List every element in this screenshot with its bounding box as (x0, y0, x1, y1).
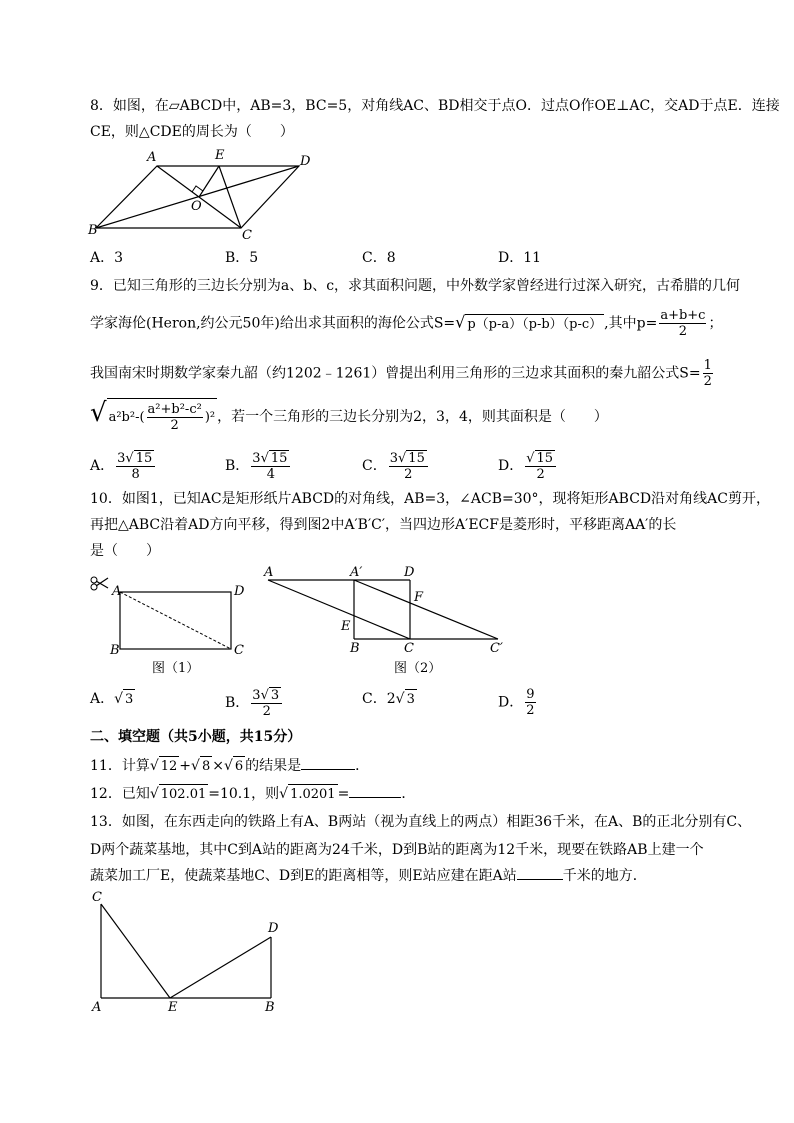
q10-fig1-label-d: D (234, 584, 245, 599)
q13-label-c: C (92, 890, 102, 905)
q10-line3: 是（ ） (90, 543, 160, 559)
q10-fig2-label-c-prime: C′ (490, 641, 503, 656)
q9-line2-text-b: ,其中p= (604, 315, 658, 332)
sqrt-icon: √ (279, 786, 289, 802)
q12-radicand-1: 102.01 (159, 784, 209, 805)
q11-prefix: 11．计算 (90, 758, 150, 774)
q10-line1: 10．如图1，已知AC是矩形纸片ABCD的对角线，AB=3，∠ACB=30°，现将矩形ABCD沿对角线AC剪开， (90, 491, 770, 507)
q13-line1: 13．如图，在东西走向的铁路上有A、B两站（视为直线上的两点）相距36千米，在A、B的正北分别有C、 (90, 814, 752, 830)
q9-line4-text: ，若一个三角形的三边长分别为2，3，4，则其面积是（ ） (217, 409, 608, 425)
q9-option-d-denominator: 2 (536, 467, 545, 482)
q8-line2: CE，则△CDE的周长为（ ） (90, 124, 294, 140)
sqrt-icon: √ (455, 312, 466, 332)
q9-option-a-denominator: 8 (131, 467, 140, 482)
sqrt-icon: √ (260, 451, 269, 466)
q13-line2: D两个蔬菜基地，其中C到A站的距离为24千米，D到B站的距离为12千米，现要在铁路AB上建一个 (90, 842, 704, 858)
q10-fig1-label-b: B (110, 643, 120, 658)
q10-option-a-radicand: 3 (123, 689, 135, 710)
sqrt-icon: √ (149, 786, 159, 802)
q9-half-denominator: 2 (703, 374, 712, 389)
q9-option-b-denominator: 4 (266, 467, 275, 482)
q8-option-d: D．11 (498, 250, 542, 266)
q11-plus: + (179, 758, 192, 774)
sqrt-icon: √ (260, 688, 269, 703)
q9-option-c-letter: C． (362, 458, 387, 474)
q8-label-b: B (88, 223, 98, 238)
q10-option-b-letter: B． (225, 695, 250, 711)
q13-line3-text-a: 蔬菜加工厂E，使蔬菜基地C、D到E的距离相等，则E站应建在距A站 (90, 868, 517, 884)
q10-fig2-label-c: C (404, 641, 414, 656)
sqrt-icon: √ (90, 398, 107, 428)
q10-fig1-label-c: C (234, 643, 244, 658)
q8-line1: 8．如图，在▱ABCD中，AB=3，BC=5，对角线AC、BD相交于点O．过点O作OE⊥AC，交AD于点E．连接 (90, 98, 780, 114)
q10-option-d-numerator: 9 (526, 687, 535, 702)
q9-option-d-letter: D． (498, 458, 524, 474)
q11-end: ． (355, 758, 370, 774)
q8-option-a: A．3 (90, 250, 124, 266)
q9-line2-text-c: ； (708, 315, 723, 332)
q9-p-numerator: a+b+c (660, 308, 706, 323)
q9-p-denominator: 2 (678, 324, 688, 339)
q9-qin-post: )² (204, 410, 216, 425)
q11-times: × (212, 758, 224, 774)
q9-line3-text: 我国南宋时期数学家秦九韶（约1202﹣1261）曾提出利用三角形的三边求其面积的秦九韶公式S= (90, 365, 701, 382)
q12-prefix: 12．已知 (90, 786, 150, 802)
q10-fig2-label-f: F (414, 590, 424, 605)
q10-option-b-coef: 3 (252, 688, 261, 703)
section-2-heading: 二、填空题（共5小题，共15分） (90, 729, 302, 745)
q8-label-d: D (300, 154, 311, 169)
q10-line2: 再把△ABC沿着AD方向平移，得到图2中A′B′C′，当四边形A′ECF是菱形时，平移距离AA′的长 (90, 517, 677, 533)
q9-line2-text-a: 学家海伦(Heron,约公元50年)给出求其面积的海伦公式S= (90, 315, 456, 332)
q10-fig2-caption: 图（2） (394, 661, 442, 676)
q11-radicand-1: 12 (159, 756, 180, 777)
q10-option-c-radicand: 3 (405, 689, 417, 710)
q9-option-c-denominator: 2 (404, 467, 413, 482)
q10-option-d-denominator: 2 (526, 703, 535, 718)
sqrt-icon: √ (191, 758, 200, 774)
q9-line1: 9．已知三角形的三边长分别为a、b、c，求其面积问题，中外数学家曾经进行过深入研究，古希腊的几何 (90, 278, 741, 294)
q8-option-c: C．8 (362, 250, 396, 266)
sqrt-icon: √ (398, 451, 407, 466)
q10-fig2-label-a: A (264, 565, 274, 580)
q11-suffix: 的结果是 (245, 758, 302, 774)
q10-fig2-label-b: B (350, 641, 360, 656)
q8-label-o: O (191, 199, 202, 214)
q8-option-b: B．5 (225, 250, 259, 266)
q9-option-b-coef: 3 (252, 451, 261, 466)
q8-label-c: C (242, 228, 252, 243)
q10-option-a-letter: A． (90, 691, 115, 707)
q10-option-b-denominator: 2 (262, 704, 271, 719)
q12-equals: = (337, 786, 350, 802)
q10-option-c-coef: 2 (386, 691, 396, 707)
q9-option-d-radicand: 15 (536, 451, 554, 466)
q10-fig1-caption: 图（1） (152, 661, 200, 676)
q10-fig1-label-a: A (112, 584, 122, 599)
q8-label-e: E (215, 148, 225, 163)
q10-fig2-label-d: D (404, 565, 415, 580)
sqrt-icon: √ (223, 758, 233, 774)
q9-option-b-radicand: 15 (270, 451, 288, 466)
q10-option-d-letter: D． (498, 694, 524, 711)
q9-option-b-letter: B． (225, 458, 250, 474)
q9-option-a-radicand: 15 (135, 451, 153, 466)
q10-option-c-letter: C． (362, 691, 387, 707)
sqrt-icon: √ (114, 691, 124, 707)
q9-heron-radicand: p（p-a）（p-b）（p-c） (465, 314, 604, 335)
sqrt-icon: √ (149, 758, 159, 774)
q9-option-a-letter: A． (90, 458, 115, 474)
q13-label-e: E (168, 1000, 178, 1015)
q12-radicand-2: 1.0201 (288, 784, 338, 805)
q9-qin-pre: a²b²-( (108, 410, 145, 425)
q13-label-b: B (265, 1000, 275, 1015)
q9-option-c-radicand: 15 (408, 451, 425, 466)
q13-label-d: D (268, 921, 279, 936)
sqrt-icon: √ (125, 451, 134, 466)
q8-label-a: A (147, 150, 157, 165)
q11-radicand-3: 6 (233, 756, 245, 777)
q13-line3-text-b: 千米的地方． (562, 868, 647, 884)
q9-option-a-coef: 3 (117, 451, 126, 466)
sqrt-icon: √ (526, 451, 535, 466)
q12-end: ． (401, 786, 416, 802)
q9-half-numerator: 1 (703, 358, 712, 373)
q9-qin-denominator: 2 (170, 418, 179, 433)
sqrt-icon: √ (395, 691, 405, 707)
q12-middle: =10.1，则 (208, 786, 280, 802)
q13-label-a: A (92, 1000, 102, 1015)
q9-option-c-coef: 3 (389, 451, 398, 466)
q10-option-b-radicand: 3 (270, 688, 280, 703)
q9-qin-numerator: a²+b²-c² (147, 402, 202, 417)
q10-fig2-label-a-prime: A′ (350, 565, 363, 580)
q11-radicand-2: 8 (200, 756, 212, 777)
q10-fig2-label-e: E (341, 619, 351, 634)
